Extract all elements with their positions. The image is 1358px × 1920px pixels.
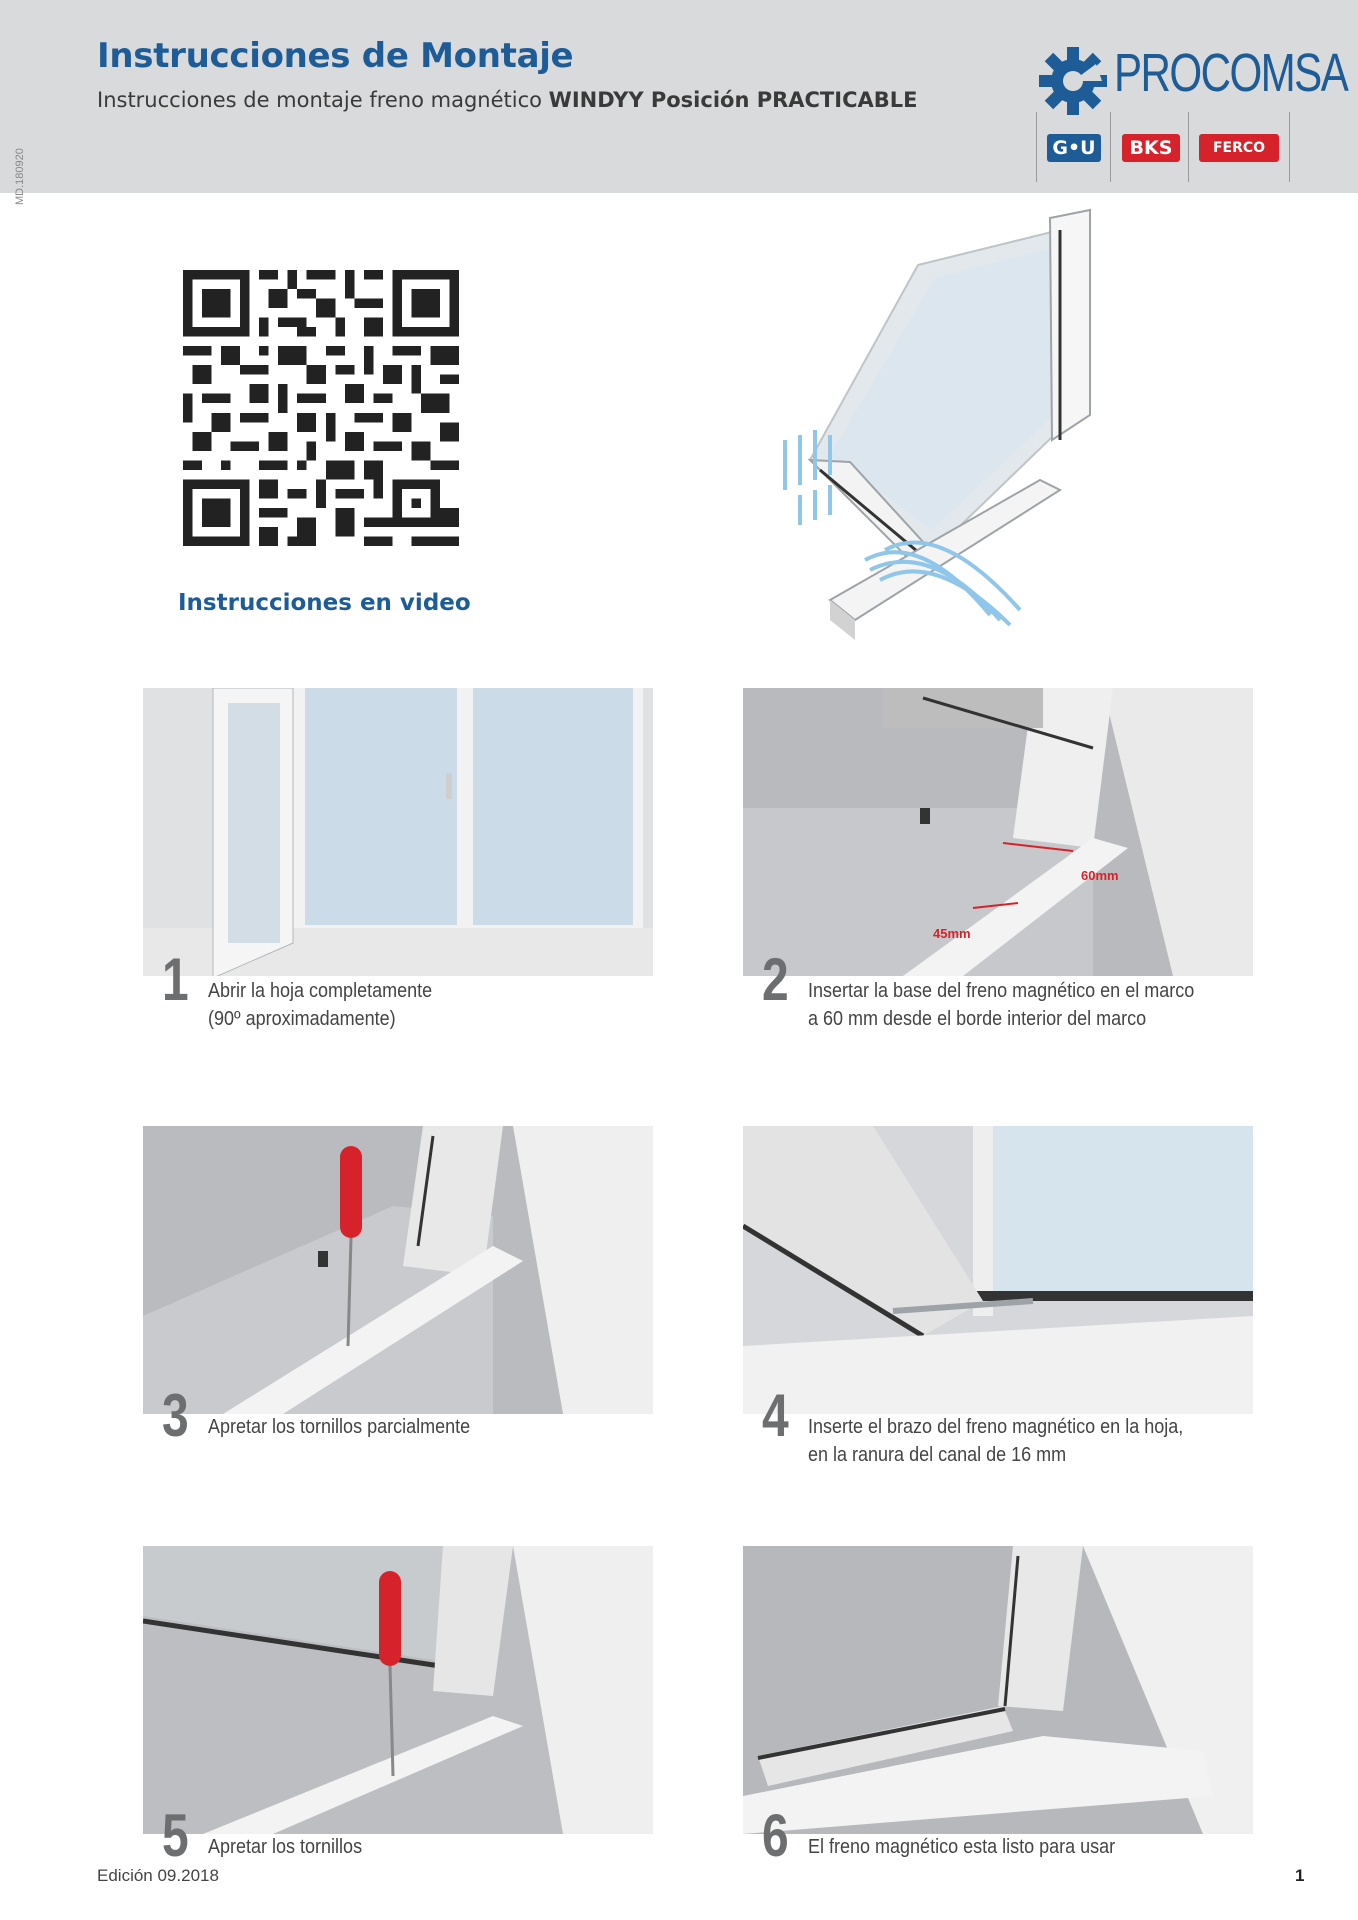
step-6-number: 6 bbox=[762, 1802, 789, 1869]
step-5-number: 5 bbox=[162, 1802, 189, 1869]
step-3-number: 3 bbox=[162, 1382, 189, 1449]
subtitle-bold: WINDYY Posición PRACTICABLE bbox=[548, 88, 918, 112]
hero-window-illustration bbox=[760, 200, 1230, 670]
step-3-text: Apretar los tornillos parcialmente bbox=[208, 1416, 471, 1438]
subtitle-plain: Instrucciones de montaje freno magnético bbox=[97, 88, 542, 112]
qr-caption: Instrucciones en video bbox=[178, 590, 471, 616]
step-1-text: Abrir la hoja completamente (90º aproximadamente) bbox=[208, 980, 433, 1030]
page-title: Instrucciones de Montaje bbox=[97, 36, 574, 76]
label-60mm: 60mm bbox=[1081, 868, 1119, 883]
page-number: 1 bbox=[1295, 1866, 1305, 1885]
step-3-image bbox=[143, 1126, 653, 1414]
label-45mm: 45mm bbox=[933, 926, 971, 941]
logo-wordmark: PROCOMSA bbox=[1114, 43, 1348, 103]
step-5-image bbox=[143, 1546, 653, 1834]
step-4-text: Inserte el brazo del freno magnético en la hoja, en la ranura del canal de 16 mm bbox=[808, 1416, 1184, 1466]
step-1-image bbox=[143, 688, 653, 976]
step-6-text: El freno magnético esta listo para usar bbox=[808, 1836, 1116, 1858]
step-2-text: Insertar la base del freno magnético en el marco a 60 mm desde el borde interior del marco bbox=[808, 980, 1195, 1030]
gear-logo-icon bbox=[1036, 44, 1110, 118]
step-1-number: 1 bbox=[162, 946, 189, 1013]
qr-code[interactable] bbox=[183, 270, 459, 546]
gu-brand-logo: G•U bbox=[1047, 134, 1101, 162]
brand-row bbox=[1036, 112, 1296, 182]
document-code: MD.180920 bbox=[14, 148, 26, 205]
ferco-brand-logo: FERCO bbox=[1199, 134, 1279, 162]
step-2-image bbox=[743, 688, 1253, 976]
edition-label: Edición 09.2018 bbox=[97, 1866, 219, 1885]
step-6-image bbox=[743, 1546, 1253, 1834]
step-4-number: 4 bbox=[762, 1382, 789, 1449]
header-band bbox=[0, 0, 1358, 193]
step-2-number: 2 bbox=[762, 946, 789, 1013]
bks-brand-logo: BKS bbox=[1122, 134, 1180, 162]
procomsa-logo bbox=[1036, 34, 1348, 184]
step-4-image bbox=[743, 1126, 1253, 1414]
page-subtitle bbox=[97, 88, 917, 112]
step-5-text: Apretar los tornillos bbox=[208, 1836, 363, 1858]
